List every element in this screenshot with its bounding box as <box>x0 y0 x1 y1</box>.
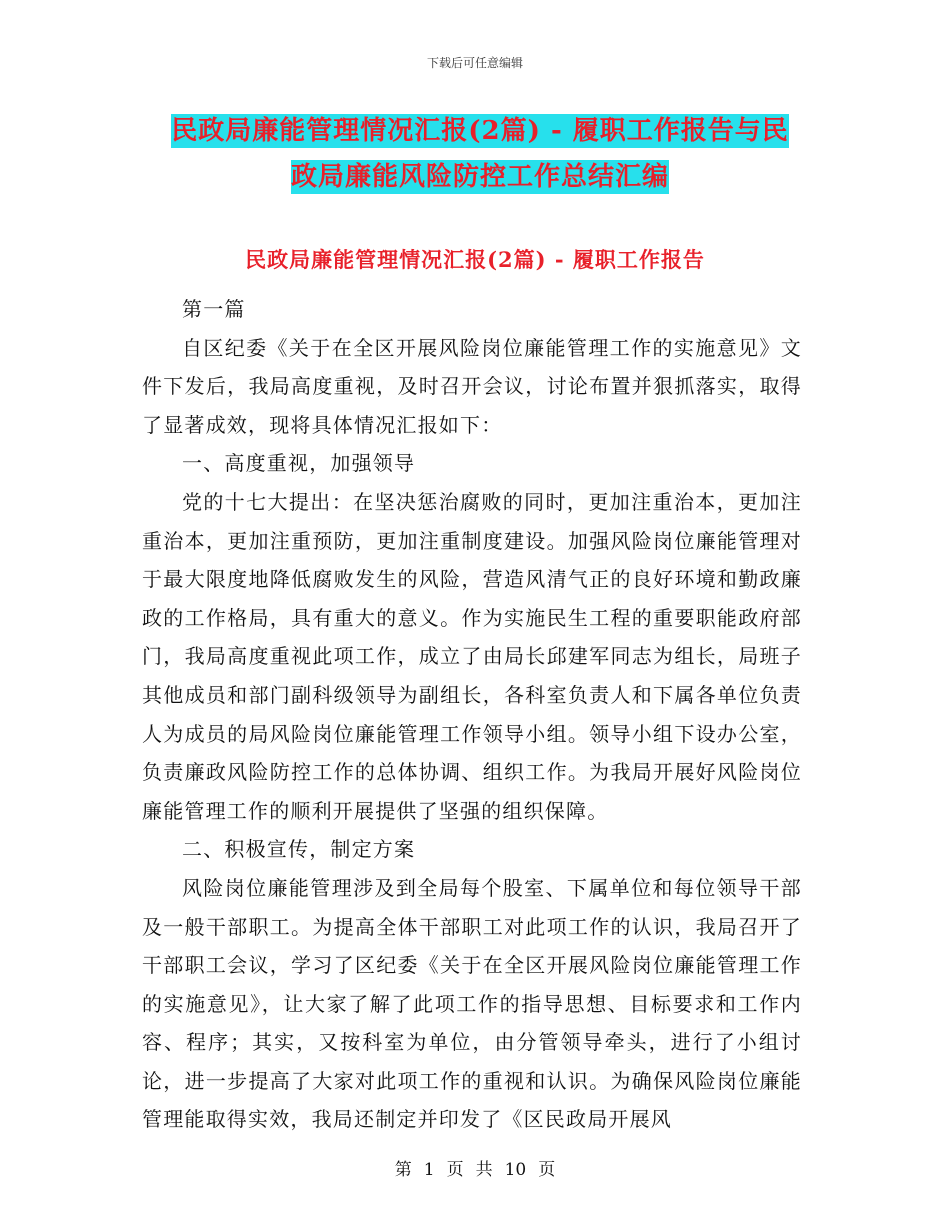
footer-label: 页 <box>446 1160 464 1180</box>
paragraph: 风险岗位廉能管理涉及到全局每个股室、下属单位和每位领导干部及一般干部职工。为提高全体干部职工对此项工作的认识，我局召开了干部职工会议，学习了区纪委《关于在全区开展风险岗位廉能管理工作的实施意见》，让大家了解了此项工作的指导思想、目标要求和工作内容、程序；其实，又按科室为单位，由分管领导牵头，进行了小组讨论，进一步提高了大家对此项工作的重视和认识。为确保风险岗位廉能管理能取得实效，我局还制定并印发了《区民政局开展风 <box>142 875 802 1132</box>
header-note: 下载后可任意编辑 <box>426 56 523 70</box>
section-title: 民政局廉能管理情况汇报(2篇) - 履职工作报告 <box>245 247 705 272</box>
paragraph: 二、积极宣传，制定方案 <box>182 837 416 862</box>
page-footer <box>0 1155 950 1180</box>
footer-label: 第 <box>394 1160 412 1180</box>
body-text <box>142 290 802 1139</box>
footer-label: 共 <box>475 1160 493 1180</box>
document-title-line-2: 政局廉能风险防控工作总结汇编 <box>290 162 669 192</box>
document-title <box>140 108 820 200</box>
footer-label: 页 <box>538 1160 556 1180</box>
paragraph: 自区纪委《关于在全区开展风险岗位廉能管理工作的实施意见》文件下发后，我局高度重视，及时召开会议，讨论布置并狠抓落实，取得了显著成效，现将具体情况汇报如下： <box>142 335 802 437</box>
document-title-line-1: 民政局廉能管理情况汇报(2篇) - 履职工作报告与民 <box>171 116 789 146</box>
paragraph: 一、高度重视，加强领导 <box>182 451 416 476</box>
paragraph: 第一篇 <box>182 297 246 321</box>
page-number: 1 <box>423 1160 435 1180</box>
paragraph: 党的十七大提出：在坚决惩治腐败的同时，更加注重治本，更加注重治本，更加注重预防，更加注重制度建设。加强风险岗位廉能管理对于最大限度地降低腐败发生的风险，营造风清气正的良好环境和勤政廉政的工作格局，具有重大的意义。作为实施民生工程的重要职能政府部门，我局高度重视此项工作，成立了由局长邱建军同志为组长，局班子其他成员和部门副科级领导为副组长，各科室负责人和下属各单位负责人为成员的局风险岗位廉能管理工作领导小组。领导小组下设办公室，负责廉政风险防控工作的总体协调、组织工作。为我局开展好风险岗位廉能管理工作的顺利开展提供了坚强的组织保障。 <box>142 489 802 823</box>
total-pages: 10 <box>504 1160 527 1180</box>
